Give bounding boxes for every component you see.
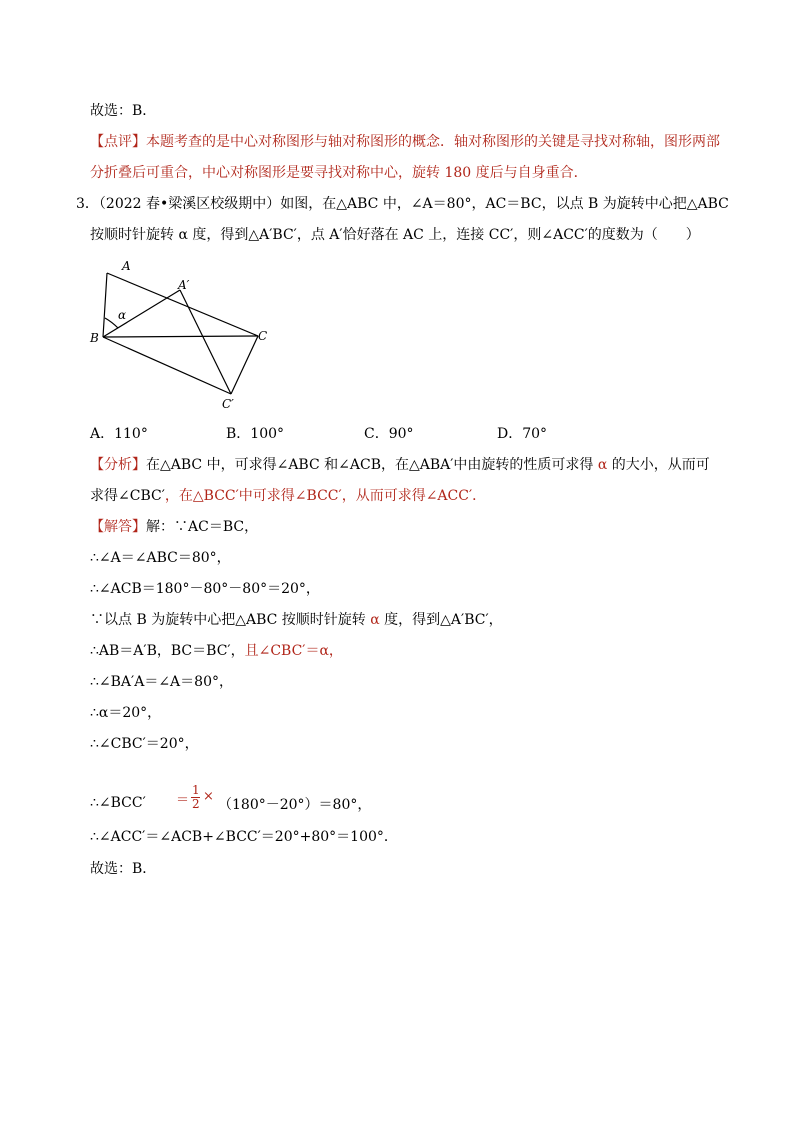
- option-d: D．70°: [497, 426, 548, 442]
- analysis-line-2: [90, 486, 486, 506]
- solution-line-6: ∴α＝20°，: [90, 705, 162, 721]
- segment-BC1: [103, 337, 231, 394]
- solution-line-8-right: （180°－20°）＝80°，: [218, 797, 372, 813]
- solution-line-7: ∴∠CBC′＝20°，: [90, 736, 199, 752]
- solution-3-alpha: α: [365, 612, 385, 628]
- label-B: B: [90, 331, 99, 345]
- option-b: B．100°: [226, 426, 285, 442]
- solution-line-0: [90, 517, 258, 537]
- segment-BA1: [103, 290, 180, 337]
- answer-line-1: 故选：B．: [90, 103, 157, 119]
- segment-BC: [103, 336, 258, 337]
- analysis-text-2a: 求得∠CBC′: [90, 488, 165, 504]
- label-A: A: [122, 259, 131, 273]
- segment-CC1: [231, 336, 258, 394]
- analysis-alpha: α: [593, 457, 612, 473]
- solution-4b: 且∠CBC′＝α，: [244, 643, 343, 659]
- option-c: C．90°: [364, 426, 414, 442]
- solution-3c: 度，得到△A′BC′，: [384, 612, 503, 628]
- analysis-text-2b: ，在△BCC′中可求得∠BCC′，从而可求得∠ACC′．: [164, 488, 487, 504]
- label-C-prime: C′: [222, 397, 234, 411]
- segment-A1C1: [180, 290, 231, 394]
- comment-tag: 【点评】: [90, 134, 146, 150]
- solution-line-9: ∴∠ACC′＝∠ACB+∠BCC′＝20°+80°＝100°．: [90, 829, 398, 845]
- comment-line-2: 分折叠后可重合，中心对称图形是要寻找对称中心，旋转 180 度后与自身重合．: [90, 165, 588, 181]
- comment-text-1: 本题考查的是中心对称图形与轴对称图形的概念．轴对称图形的关键是寻找对称轴，图形两部: [146, 134, 720, 150]
- analysis-tag: 【分析】: [90, 457, 146, 473]
- label-C: C: [258, 329, 268, 343]
- fraction-equals: ＝: [176, 793, 190, 808]
- segment-AB: [103, 273, 107, 337]
- fraction-numerator: 1: [192, 783, 200, 797]
- geometry-figure: [86, 256, 286, 416]
- question-3-line-1: 3．（2022 春•梁溪区校级期中）如图，在△ABC 中，∠A＝80°，AC＝BC，以点 B 为旋转中心把△ABC: [76, 196, 729, 212]
- solution-tag: 【解答】: [90, 519, 146, 535]
- solution-line-2: ∴∠ACB＝180°－80°－80°＝20°，: [90, 581, 320, 597]
- solution-line-5: ∴∠BA′A＝∠A＝80°，: [90, 674, 233, 690]
- question-3-line-2: 按顺时针旋转 α 度，得到△A′BC′，点 A′恰好落在 AC 上，连接 CC′，则∠ACC′的度数为（ ）: [90, 227, 700, 243]
- solution-line-4: [90, 641, 343, 661]
- option-a: A．110°: [90, 426, 148, 442]
- analysis-text-1a: 在△ABC 中，可求得∠ABC 和∠ACB，在△ABA′中由旋转的性质可求得: [146, 457, 594, 473]
- angle-alpha-arc: [105, 318, 118, 328]
- analysis-text-1b: 的大小，从而可: [611, 457, 710, 473]
- analysis-line-1: [90, 455, 710, 475]
- label-A-prime: A′: [178, 278, 190, 292]
- solution-4a: ∴AB＝A′B，BC＝BC′，: [90, 643, 245, 659]
- fraction-times: ×: [203, 789, 214, 804]
- solution-line-3: [90, 610, 503, 630]
- label-alpha: α: [118, 308, 127, 322]
- comment-line-1: [90, 132, 720, 152]
- solution-line-8-left: ∴∠BCC′: [90, 795, 146, 811]
- fraction-denominator: 2: [192, 797, 200, 811]
- solution-3a: ∵以点 B 为旋转中心把△ABC 按顺时针旋转: [90, 612, 366, 628]
- solution-text: 解：∵AC＝BC，: [146, 519, 259, 535]
- answer-line-end: 故选：B．: [90, 861, 157, 877]
- solution-line-1: ∴∠A＝∠ABC＝80°，: [90, 550, 231, 566]
